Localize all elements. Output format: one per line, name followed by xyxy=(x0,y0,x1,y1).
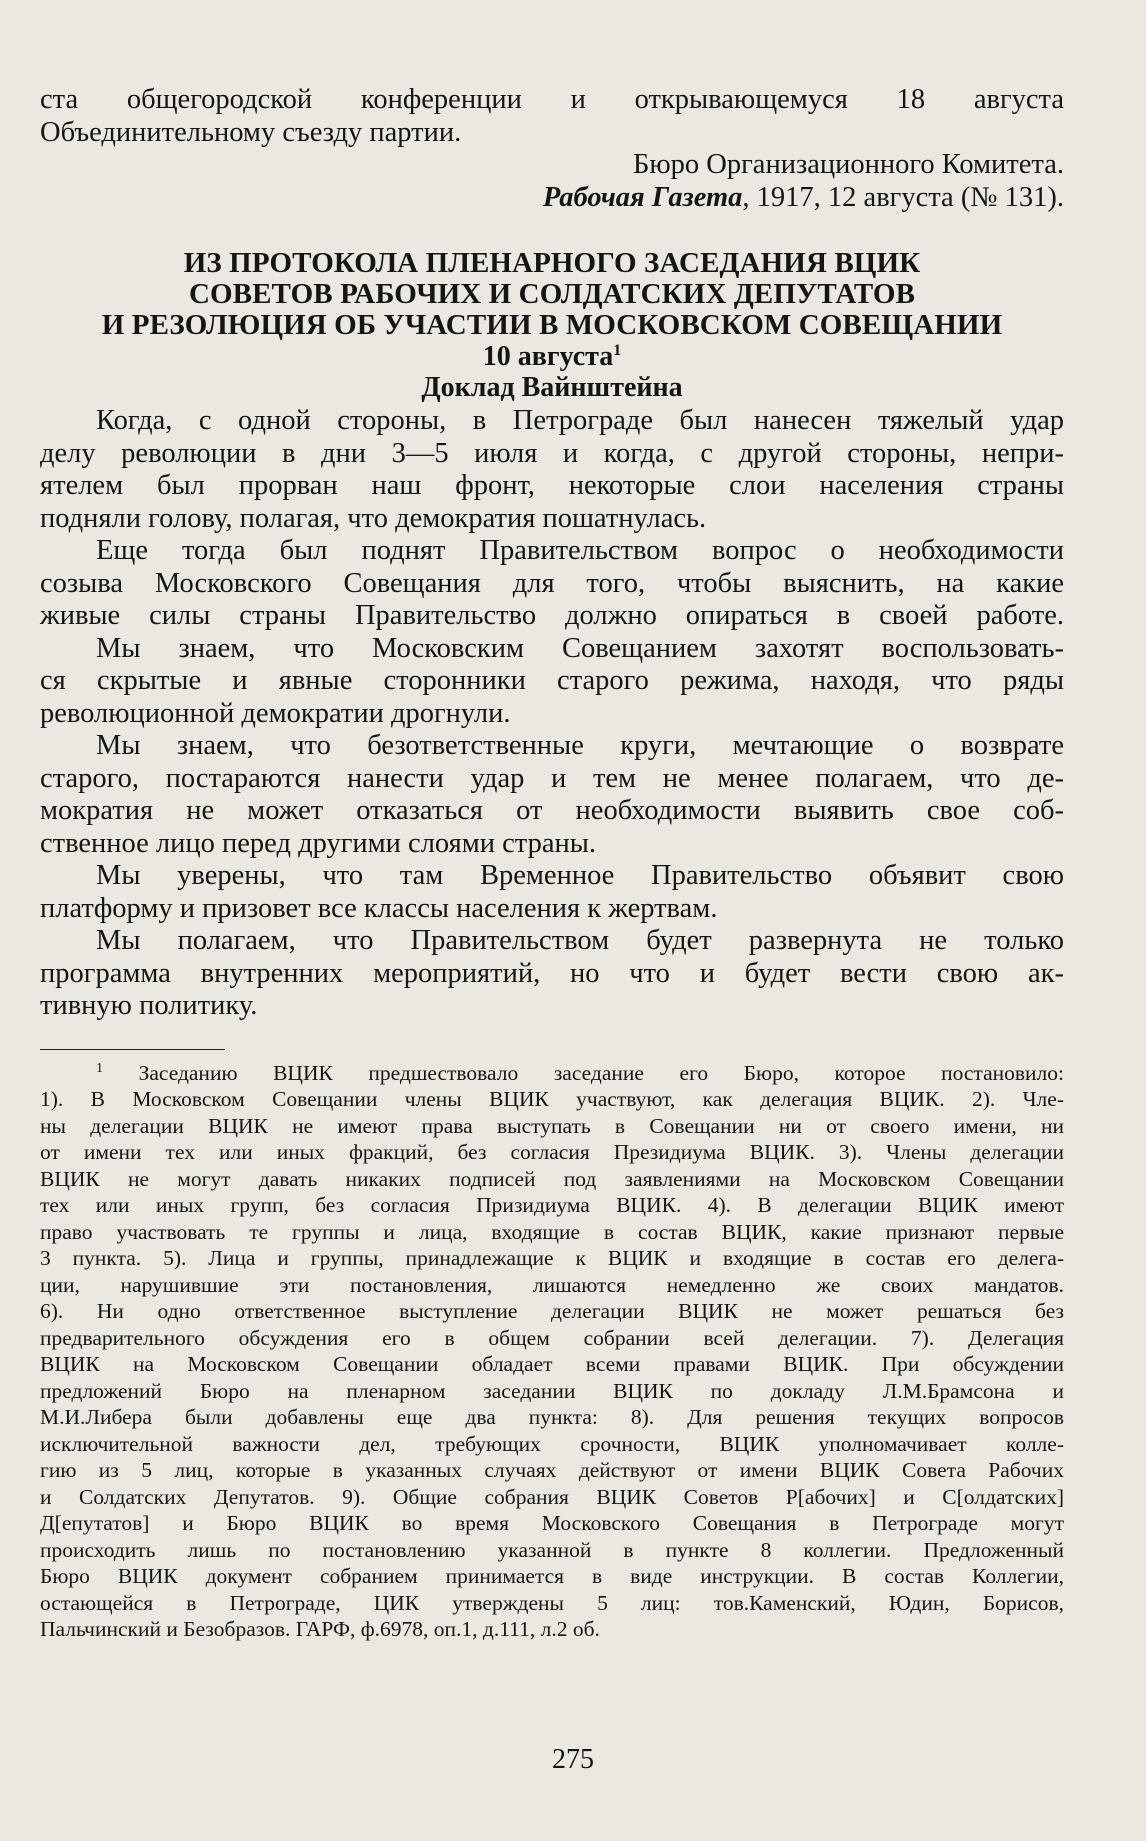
text-line: ятелем был прорван наш фронт, некоторые слои населения страны xyxy=(40,470,1064,501)
paragraph xyxy=(40,730,1064,860)
intro-block xyxy=(40,84,1064,214)
footnote-reference: 1 xyxy=(613,342,622,359)
text-line: подняли голову, полагая, что демократия пошатнулась. xyxy=(40,502,707,534)
text-line: Мы полагаем, что Правительством будет развернута не только xyxy=(96,925,1064,956)
footnote-line: ны делегации ВЦИК не имеют права выступать в Совещании ни от своего имени, ни xyxy=(40,1113,1064,1138)
signature: Бюро Организационного Комитета. xyxy=(633,149,1064,180)
footnote-line: гию из 5 лиц, которые в указанных случаях действуют от имени ВЦИК Совета Рабочих xyxy=(40,1458,1064,1482)
source-gazette: Рабочая Газета xyxy=(542,181,743,213)
title-date xyxy=(40,341,1064,372)
footnote-line: 3 пункта. 5). Лица и группы, принадлежащие к ВЦИК и входящие в состав его делега- xyxy=(40,1246,1064,1270)
source-citation xyxy=(40,182,1064,215)
footnote-line xyxy=(40,1060,1064,1087)
text-line: платформу и призовет все классы населения к жертвам. xyxy=(40,892,718,924)
footnote xyxy=(40,1060,1064,1643)
paragraph xyxy=(40,633,1064,731)
footnote-line: остающейся в Петрограде, ЦИК утверждены 5 лиц: тов.Каменский, Юдин, Борисов, xyxy=(40,1590,1064,1615)
date-text: 10 августа xyxy=(482,341,614,372)
text-line: ста общегородской конференции и открывающемуся 18 августа xyxy=(40,84,1064,115)
title-line: СОВЕТОВ РАБОЧИХ И СОЛДАТСКИХ ДЕПУТАТОВ xyxy=(188,278,916,310)
footnote-line: и Солдатских Депутатов. 9). Общие собрания ВЦИК Советов Р[абочих] и С[олдатских] xyxy=(40,1484,1064,1509)
report-body xyxy=(40,405,1064,1023)
text-line: делу революции в дни 3—5 июля и когда, с другой стороны, непри- xyxy=(40,437,1064,469)
text-line: ственное лицо перед другими слоями страны. xyxy=(40,827,597,859)
paragraph xyxy=(40,405,1064,535)
text-line: мократия не может отказаться от необходимости выявить свое соб- xyxy=(40,795,1064,826)
text-line: Объединительному съезду партии. xyxy=(40,116,462,148)
footnote-line: предварительного обсуждения его в общем собрании всей делегации. 7). Делегация xyxy=(40,1325,1064,1350)
footnote-line: М.И.Либера были добавлены еще два пункта: 8). Для решения текущих вопросов xyxy=(40,1405,1064,1429)
title-line: И РЕЗОЛЮЦИЯ ОБ УЧАСТИИ В МОСКОВСКОМ СОВЕЩАНИИ xyxy=(101,309,1003,341)
text-line: Еще тогда был поднят Правительством вопрос о необходимости xyxy=(96,535,1064,566)
footnote-line: 6). Ни одно ответственное выступление делегации ВЦИК не может решаться без xyxy=(40,1299,1064,1323)
footnote-line: Пальчинский и Безобразов. ГАРФ, ф.6978, оп.1, д.111, л.2 об. xyxy=(40,1617,600,1641)
text-line: Мы знаем, что безответственные круги, мечтающие о возврате xyxy=(96,730,1064,761)
document-title xyxy=(40,248,1064,403)
paragraph xyxy=(40,925,1064,1023)
page-number: 275 xyxy=(552,1744,594,1775)
text-line: Мы уверены, что там Временное Правительство объявит свою xyxy=(96,860,1064,891)
text-line: тивную политику. xyxy=(40,990,258,1021)
footnote-line: тех или иных групп, без согласия Призидиума ВЦИК. 4). В делегации ВЦИК имеют xyxy=(40,1193,1064,1217)
text-line: Мы знаем, что Московским Совещанием захотят воспользовать- xyxy=(96,632,1064,664)
footnote-line: Д[епутатов] и Бюро ВЦИК во время Московского Совещания в Петрограде могут xyxy=(40,1511,1064,1535)
footnote-text: Заседанию ВЦИК предшествовало заседание его Бюро, которое постановило: xyxy=(103,1060,1064,1085)
footnote-mark: 1 xyxy=(96,1060,103,1076)
source-details: , 1917, 12 августа (№ 131). xyxy=(742,181,1064,213)
paragraph xyxy=(40,860,1064,925)
footnote-line: 1). В Московском Совещании члены ВЦИК участвуют, как делегация ВЦИК. 2). Чле- xyxy=(40,1087,1064,1111)
footnote-line: Бюро ВЦИК документ собранием принимается в виде инструкции. В состав Коллегии, xyxy=(40,1564,1064,1588)
footnote-line: исключительной важности дел, требующих срочности, ВЦИК уполномачивает колле- xyxy=(40,1431,1064,1456)
text-line: революционной демократии дрогнули. xyxy=(40,697,511,729)
footnote-line: ВЦИК не могут давать никаких подписей под заявлениями на Московском Совещании xyxy=(40,1166,1064,1191)
footnote-line: право участвовать те группы и лица, входящие в состав ВЦИК, какие признают первые xyxy=(40,1219,1064,1244)
text-line: Когда, с одной стороны, в Петрограде был нанесен тяжелый удар xyxy=(96,405,1064,436)
title-line: ИЗ ПРОТОКОЛА ПЛЕНАРНОГО ЗАСЕДАНИЯ ВЦИК xyxy=(183,247,921,279)
footnote-line: предложений Бюро на пленарном заседании ВЦИК по докладу Л.М.Брамсона и xyxy=(40,1378,1064,1403)
text-line: ся скрытые и явные сторонники старого режима, находя, что ряды xyxy=(40,665,1064,696)
footnote-line: ВЦИК на Московском Совещании обладает всеми правами ВЦИК. При обсуждении xyxy=(40,1352,1064,1376)
text-line: старого, постараются нанести удар и тем не менее полагаем, что де- xyxy=(40,762,1064,794)
paragraph xyxy=(40,535,1064,633)
footnote-divider xyxy=(40,1049,225,1050)
footnote-line: происходить лишь по постановлению указанной в пункте 8 коллегии. Предложенный xyxy=(40,1537,1064,1562)
text-line: живые силы страны Правительство должно опираться в своей работе. xyxy=(40,600,1064,631)
text-line: созыва Московского Совещания для того, чтобы выяснить, на какие xyxy=(40,567,1064,599)
footnote-line: ции, нарушившие эти постановления, лишаются немедленно же своих мандатов. xyxy=(40,1272,1064,1297)
footnote-line: от имени тех или иных фракций, без согласия Президиума ВЦИК. 3). Члены делегации xyxy=(40,1140,1064,1164)
text-line: программа внутренних мероприятий, но что и будет вести свою ак- xyxy=(40,957,1064,989)
report-heading: Доклад Вайнштейна xyxy=(421,372,683,403)
